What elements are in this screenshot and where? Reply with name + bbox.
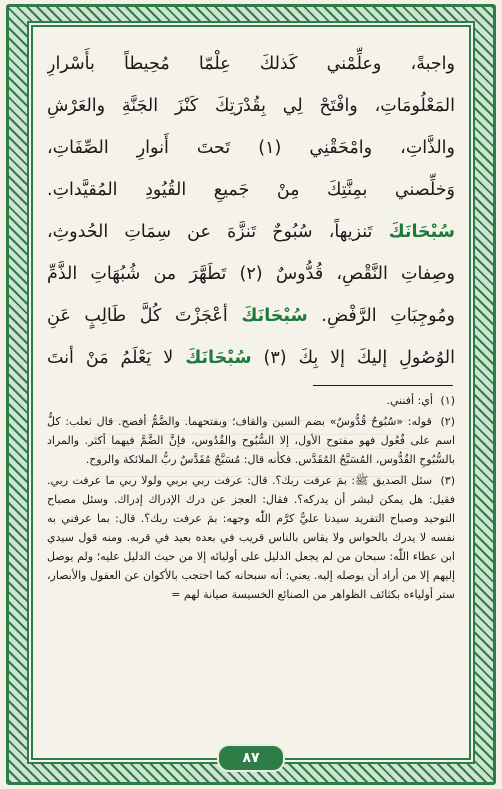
- footnote-2: [47, 412, 455, 469]
- footnote-text: أي: أفنني.: [386, 394, 433, 407]
- footnote-number: (١): [440, 394, 455, 407]
- main-text-line: وصِفاتِ النَّقْصِ، قُدُّوسٌ (٢) تَطَهَّرَ من شُبُهَاتِ الذَّمِّ: [47, 264, 455, 284]
- page-content-area: [31, 25, 471, 766]
- footnote-text: قوله: «سُبُوحٌ قُدُّوسٌ» بضم السين والقاف؛ وبفتحهما. والضَّمُّ أفصح. قال ثعلب: كلُّ اسم على فُعُول فهو مفتوح الأول، إلا السُّبُوح والقُدُوس، فإنَّ الضَّمَّ فيهما أكثر. والمراد بالسُّبُوحِ القُدُّوس، المُسَبَّحُ المُقَدَّس. فكأنه قال: مُسَبَّحٌ مُقَدَّسٌ ربُّ الملائكة والروح.: [47, 415, 455, 466]
- main-text-line: المَعْلُومَاتِ، وافْتَحْ لِي بِقُدْرَتِكَ كَنْزَ الجَنَّةِ والعَرْشِ: [47, 96, 455, 116]
- main-text: [47, 43, 455, 379]
- footnote-number: (٢): [440, 415, 455, 428]
- footnote-divider: [313, 385, 453, 386]
- main-text-line: سُبْحَانَكَ تَنزيهاً، سُبُوحٌ تَنزَّهَ عن سِمَاتِ الحُدوثِ،: [47, 222, 455, 242]
- highlighted-phrase: سُبْحَانَكَ: [185, 348, 252, 368]
- footnote-1: [47, 391, 455, 410]
- main-text-line: والذَّاتِ، وامْحَقْنِي (١) تَحتَ أَنوارِ الصِّفَاتِ،: [47, 138, 455, 158]
- main-text-line: ومُوجِبَاتِ الرَّفْضِ. سُبْحَانَكَ أعْجَزْتَ كُلَّ طَالِبٍ عَنِ: [47, 306, 455, 326]
- footnote-number: (٣): [440, 474, 455, 487]
- footnote-text: سئل الصديق ﷺ: بمَ عرفت ربك؟. قال: عرفت ربي بربي ولولا ربي ما عرفت ربي. فقيل: هل يمكن لبشر أن يدركه؟. فقال: العجز عن درك الإدراك إدراك. وسئل مصباح التوحيد وصباح التفريد سيدنا عليٌّ كرَّم اللّٰه وجهه: بمَ عرفت ربك؟. قال: بما عرفني به نفسه لا يدرك بالحواس ولا يقاس بالناس قريب في بعده بعيد في قربه. ومنه قول سيدي ابن عطاء اللّٰه: سبحان من لم يجعل الدليل على أوليائه إلا من حيث الدليل عليه؛ ولم يوصل إليهم إلا من أراد أن يوصله إليه. يعني: أنه سبحانه كما احتجب بالأكوان عن العقول والأبصار، ستر أولياءه بكثائف الظواهر من الصنائع الخسيسة صيانة لهم =: [47, 474, 455, 601]
- highlighted-phrase: سُبْحَانَكَ: [388, 222, 455, 242]
- footnotes: [47, 391, 455, 606]
- footnote-3: [47, 471, 455, 604]
- main-text-line: الوُصُولِ إليكَ إلا بِكَ (٣) سُبْحَانَكَ لا يَعْلَمُ مَنْ أنتَ: [47, 348, 455, 368]
- main-text-line: واجبةً، وعلِّمْني كَذلكَ عِلْمّا مُحِيطاً بأَسْرارِ: [47, 54, 455, 74]
- ornamental-frame: [6, 4, 496, 785]
- main-text-line: وَخلِّصني بمِنَّتِكَ مِنْ جَميعِ القُيُودِ المُقيَّداتِ.: [47, 180, 455, 200]
- page-number: ٨٧: [217, 744, 285, 772]
- highlighted-phrase: سُبْحَانَكَ: [241, 306, 308, 326]
